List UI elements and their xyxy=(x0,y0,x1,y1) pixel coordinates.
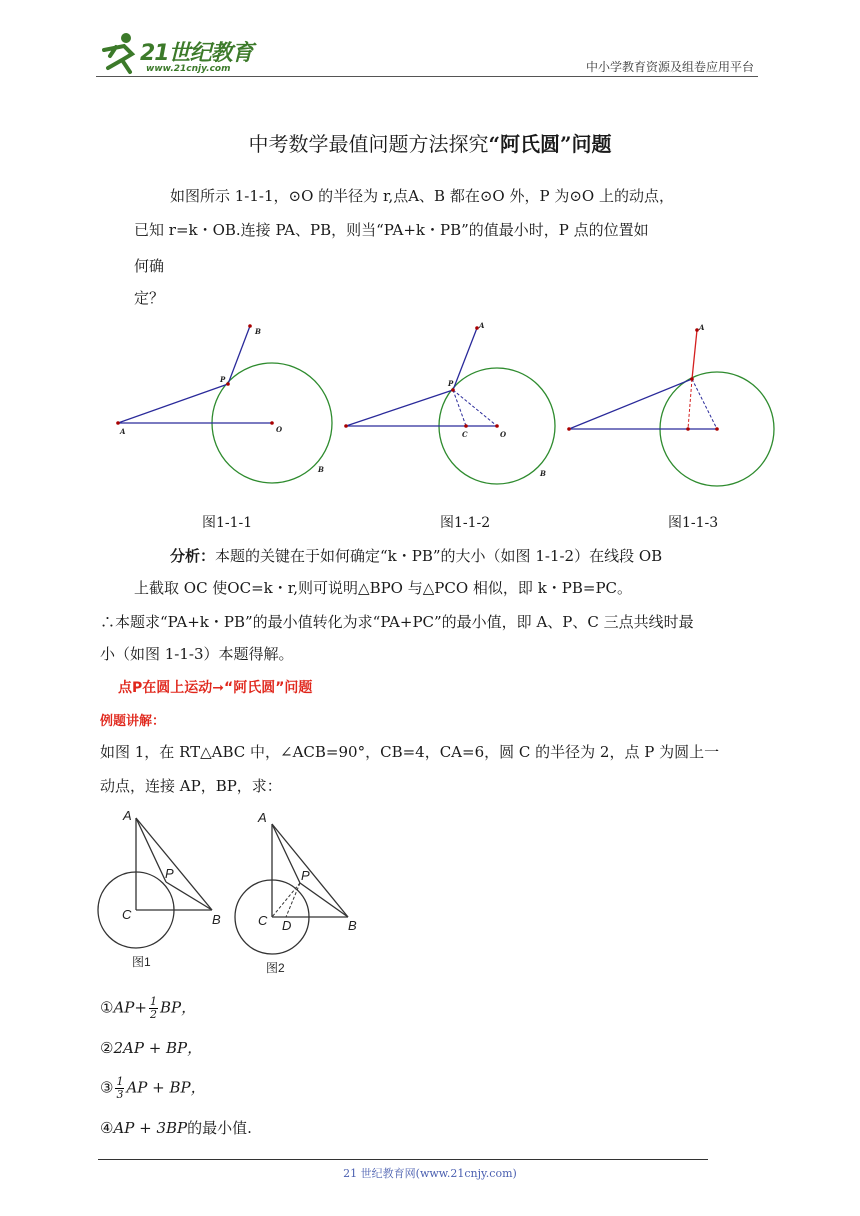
intro-line-4: 定？ xyxy=(134,289,165,307)
q2-expr: 2AP + BP， xyxy=(113,1039,203,1057)
q1-frac-den: 2 xyxy=(149,1008,157,1021)
q1-expr: AP+ xyxy=(113,998,147,1017)
tri2-label-B: B xyxy=(348,918,357,933)
tri2-caption: 图2 xyxy=(266,961,285,975)
tri1-caption: 图1 xyxy=(132,955,151,969)
question-item-3 xyxy=(100,1076,206,1101)
q3-frac-num: 1 xyxy=(116,1075,124,1088)
tri2-label-D: D xyxy=(282,918,292,933)
q1-fraction xyxy=(149,996,158,1021)
q2-marker: ② xyxy=(100,1039,114,1057)
tri1-label-P: P xyxy=(165,866,174,881)
question-item-2 xyxy=(100,1038,202,1058)
fig1-label-A: A xyxy=(120,427,126,436)
title-bold: “阿氏圆”问题 xyxy=(488,132,612,156)
footer-divider xyxy=(98,1159,708,1160)
figure-1-1-2 xyxy=(344,321,555,484)
q4-tail: 的最小值. xyxy=(187,1119,252,1137)
header-platform-text: 中小学教育资源及组卷应用平台 xyxy=(585,60,754,74)
q4-expr: AP + 3BP xyxy=(113,1119,188,1137)
problem-line-1: 如图 1，在 RT△ABC 中，∠ACB=90°，CB=4，CA=6，圆 C 的半径为 2，点 P 为圆上一 xyxy=(100,743,720,761)
triangle-figure-1 xyxy=(98,808,221,969)
fig3-label-A: A xyxy=(699,323,705,332)
fig-caption-1-1-2: 图1-1-2 xyxy=(440,515,491,531)
intro-line-1: 如图所示 1-1-1，⊙O 的半径为 r,点A、B 都在⊙O 外，P 为⊙O 上的动点， xyxy=(170,187,674,205)
fig1-label-O: O xyxy=(276,425,283,434)
q4-marker: ④ xyxy=(100,1119,114,1137)
section-heading: 点P在圆上运动➞“阿氏圆”问题 xyxy=(118,680,313,696)
tri2-label-A: A xyxy=(258,810,267,825)
fig1-label-P: P xyxy=(220,375,226,384)
problem-line-2: 动点，连接 AP，BP，求： xyxy=(100,777,282,795)
tri1-label-B: B xyxy=(212,912,221,927)
intro-line-2: 已知 r=k・OB.连接 PA、PB，则当“PA+k・PB”的值最小时，P 点的位置如 xyxy=(134,221,649,239)
tri1-label-A: A xyxy=(123,808,132,823)
fig1-label-B: B xyxy=(255,327,261,336)
fig-caption-1-1-1: 图1-1-1 xyxy=(202,515,253,531)
figure-1-1-3 xyxy=(567,323,774,486)
q3-fraction xyxy=(115,1076,124,1101)
analysis-label: 分析： xyxy=(170,547,216,565)
analysis-line-4: 小（如图 1-1-3）本题得解。 xyxy=(100,645,294,663)
triangle-figure-2 xyxy=(235,810,357,975)
triangle-figures xyxy=(96,804,376,980)
fig-caption-1-1-3: 图1-1-3 xyxy=(668,515,719,531)
fig2-label-B: B xyxy=(540,469,546,478)
q3-tail: AP + BP， xyxy=(126,1078,206,1097)
q3-frac-den: 3 xyxy=(116,1088,124,1101)
fig2-label-A: A xyxy=(479,321,485,330)
q1-marker: ① xyxy=(100,998,114,1017)
analysis-text-1: 本题的关键在于如何确定“k・PB”的大小（如图 1-1-2）在线段 OB xyxy=(215,547,663,565)
example-label: 例题讲解： xyxy=(100,714,166,729)
header-divider xyxy=(96,76,758,77)
page-title xyxy=(0,128,860,157)
question-item-1 xyxy=(100,996,196,1021)
q3-marker: ③ xyxy=(100,1078,114,1097)
circle-figures xyxy=(100,316,790,496)
logo-text: 21世纪教育 xyxy=(140,41,253,66)
tri1-label-C: C xyxy=(122,907,132,922)
analysis-line-3: ∴本题求“PA+k・PB”的最小值转化为求“PA+PC”的最小值，即 A、P、C 三点共线时最 xyxy=(100,613,694,631)
logo-runner-icon xyxy=(96,30,142,76)
figure-1-1-1 xyxy=(116,324,332,483)
fig2-label-C: C xyxy=(462,430,468,439)
q1-frac-num: 1 xyxy=(149,995,157,1008)
fig1-label-B2: B xyxy=(318,465,324,474)
title-prefix: 中考数学最值问题方法探究 xyxy=(248,132,489,156)
q1-tail: BP， xyxy=(159,998,197,1017)
tri2-label-C: C xyxy=(258,913,268,928)
fig2-label-P: P xyxy=(448,379,454,388)
footer-text: 21 世纪教育网(www.21cnjy.com) xyxy=(343,1167,517,1180)
question-item-4 xyxy=(100,1118,252,1138)
logo-url: www.21cnjy.com xyxy=(146,64,231,74)
analysis-line-2: 上截取 OC 使OC=k・r,则可说明△BPO 与△PCO 相似，即 k・PB=PC。 xyxy=(134,579,633,597)
intro-line-3: 何确 xyxy=(134,257,165,275)
analysis-line-1 xyxy=(170,546,662,566)
tri2-label-P: P xyxy=(301,868,310,883)
fig2-label-O: O xyxy=(500,430,507,439)
